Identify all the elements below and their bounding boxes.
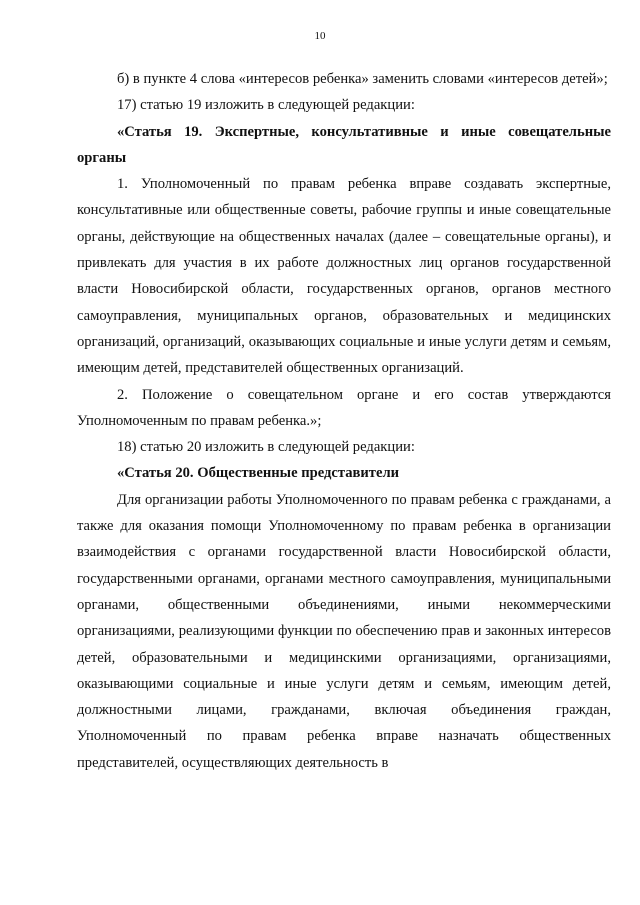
- paragraph-item-18: 18) статью 20 изложить в следующей редакции:: [117, 439, 415, 456]
- article-20-body: Для организации работы Уполномоченного по правам ребенка с гражданами, а также для оказания помощи Уполномоченному по правам ребенка в организации взаимодействия с органами государственной власти Новосибирской области, государственными органами, органами местного самоуправления, муниципальными органами, общественными объединениями, иными некоммерческими организациями, реализующими функции по обеспечению прав и законных интересов детей, образовательными и медицинскими организациями, организациями, оказывающими социальные и иные услуги детям и семьям, имеющим детей, должностными лицами, гражданами, включая объединения граждан, Уполномоченный по правам ребенка вправе назначать общественных представителей, осуществляющих деятельность в: [77, 491, 611, 771]
- article-19-clause-1: 1. Уполномоченный по правам ребенка вправе создавать экспертные, консультативные или общественные советы, рабочие группы и иные совещательные органы, действующие на общественных началах (далее – совещательные органы), и привлекать для участия в их работе должностных лиц органов государственной власти Новосибирской области, государственных органов, органов местного самоуправления, муниципальных органов, образовательных и медицинских организаций, организаций, оказывающих социальные и иные услуги детям и семьям, имеющим детей, представителей общественных организаций.: [77, 176, 611, 377]
- paragraph-item-17: 17) статью 19 изложить в следующей редакции:: [117, 97, 415, 114]
- page-number: 10: [314, 30, 326, 42]
- document-body: [77, 66, 611, 776]
- paragraph-amendment-b: б) в пункте 4 слова «интересов ребенка» заменить словами «интересов детей»;: [117, 71, 608, 87]
- article-19-heading: «Статья 19. Экспертные, консультативные и иные совещательные органы: [77, 123, 611, 166]
- article-20-heading: «Статья 20. Общественные представители: [117, 465, 400, 482]
- article-19-clause-2: 2. Положение о совещательном органе и его состав утверждаются Уполномоченным по правам ребенка.»;: [77, 386, 611, 429]
